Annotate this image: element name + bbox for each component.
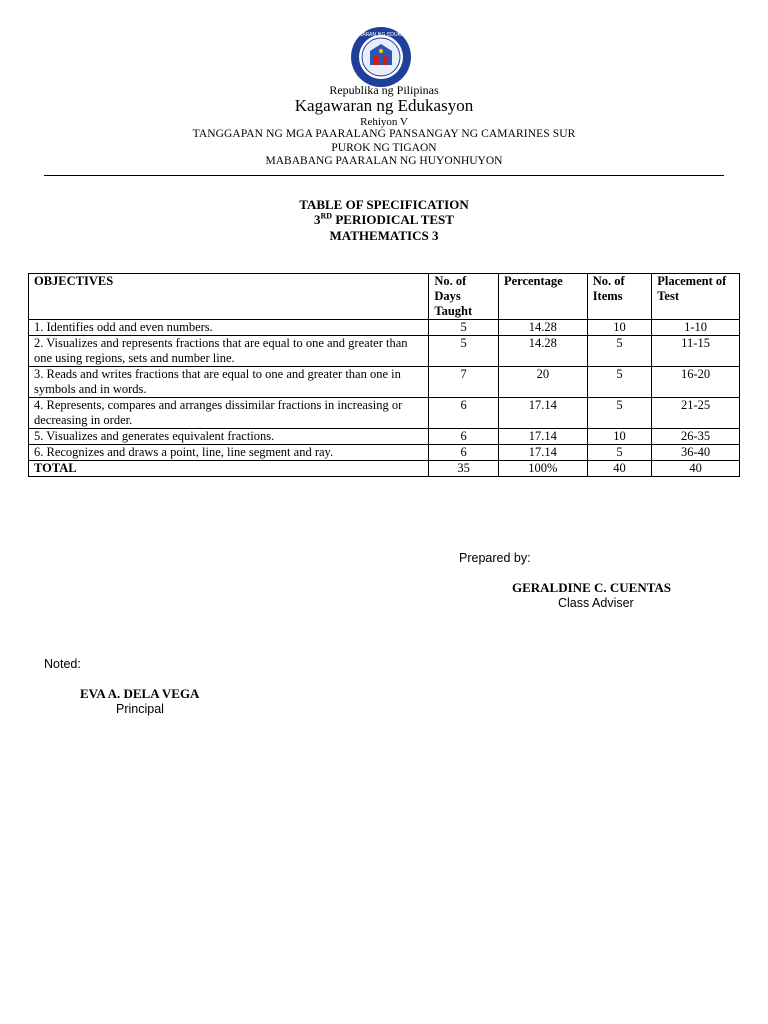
placement-header: Placement of Test (652, 274, 740, 320)
percentage-cell: 17.14 (498, 445, 587, 461)
percentage-cell: 20 (498, 367, 587, 398)
document-title: TABLE OF SPECIFICATION (299, 197, 469, 212)
percentage-cell: 17.14 (498, 429, 587, 445)
total-objective-cell: TOTAL (29, 461, 429, 477)
objective-cell: 6. Recognizes and draws a point, line, line segment and ray. (29, 445, 429, 461)
placement-cell: 21-25 (652, 398, 740, 429)
department-name: Kagawaran ng Edukasyon (294, 96, 474, 115)
table-row (29, 336, 740, 367)
noted-label: Noted: (44, 657, 81, 671)
percentage-header: Percentage (498, 274, 587, 320)
total-row (29, 461, 740, 477)
objective-cell: 1. Identifies odd and even numbers. (29, 320, 429, 336)
district-line: PUROK NG TIGAON (331, 142, 437, 154)
objective-cell: 3. Reads and writes fractions that are equal to one and greater than one in symbols and in words. (29, 367, 429, 398)
days-header: No. of Days Taught (429, 274, 499, 320)
items-cell: 5 (587, 445, 652, 461)
subject-title: MATHEMATICS 3 (329, 228, 439, 243)
principal-role: Principal (116, 702, 164, 716)
school-line: MABABANG PAARALAN NG HUYONHUYON (265, 155, 503, 167)
adviser-role: Class Adviser (558, 596, 634, 610)
objective-cell: 2. Visualizes and represents fractions that are equal to one and greater than one using regions, sets and number line. (29, 336, 429, 367)
placement-cell: 36-40 (652, 445, 740, 461)
total-days-cell: 35 (429, 461, 499, 477)
header-divider (44, 175, 724, 176)
table-row (29, 398, 740, 429)
placement-cell: 11-15 (652, 336, 740, 367)
days-cell: 7 (429, 367, 499, 398)
objective-cell: 4. Represents, compares and arranges dissimilar fractions in increasing or decreasing in order. (29, 398, 429, 429)
items-cell: 10 (587, 320, 652, 336)
objective-cell: 5. Visualizes and generates equivalent fractions. (29, 429, 429, 445)
svg-text:KAGAWARAN NG EDUKASYON: KAGAWARAN NG EDUKASYON (344, 32, 418, 38)
table-header-row (29, 274, 740, 320)
prepared-by-label: Prepared by: (459, 551, 531, 565)
items-cell: 10 (587, 429, 652, 445)
principal-name: EVA A. DELA VEGA (80, 686, 200, 701)
region-line: Rehiyon V (360, 116, 408, 128)
percentage-cell: 14.28 (498, 336, 587, 367)
days-cell: 6 (429, 398, 499, 429)
total-items-cell: 40 (587, 461, 652, 477)
placement-cell: 26-35 (652, 429, 740, 445)
placement-cell: 1-10 (652, 320, 740, 336)
items-cell: 5 (587, 336, 652, 367)
division-line: TANGGAPAN NG MGA PAARALANG PANSANGAY NG CAMARINES SUR (192, 128, 576, 140)
days-cell: 5 (429, 320, 499, 336)
table-row (29, 445, 740, 461)
adviser-name: GERALDINE C. CUENTAS (512, 580, 672, 595)
items-cell: 5 (587, 367, 652, 398)
total-placement-cell: 40 (652, 461, 740, 477)
table-row (29, 367, 740, 398)
deped-seal-icon (343, 26, 419, 88)
days-cell: 5 (429, 336, 499, 367)
test-title: 3RD PERIODICAL TEST (314, 211, 454, 227)
days-cell: 6 (429, 445, 499, 461)
specification-table (28, 273, 740, 477)
placement-cell: 16-20 (652, 367, 740, 398)
percentage-cell: 17.14 (498, 398, 587, 429)
total-percentage-cell: 100% (498, 461, 587, 477)
items-cell: 5 (587, 398, 652, 429)
days-cell: 6 (429, 429, 499, 445)
items-header: No. of Items (587, 274, 652, 320)
table-row (29, 429, 740, 445)
republic-line: Republika ng Pilipinas (329, 83, 439, 97)
percentage-cell: 14.28 (498, 320, 587, 336)
objectives-header: OBJECTIVES (29, 274, 429, 320)
table-row (29, 320, 740, 336)
